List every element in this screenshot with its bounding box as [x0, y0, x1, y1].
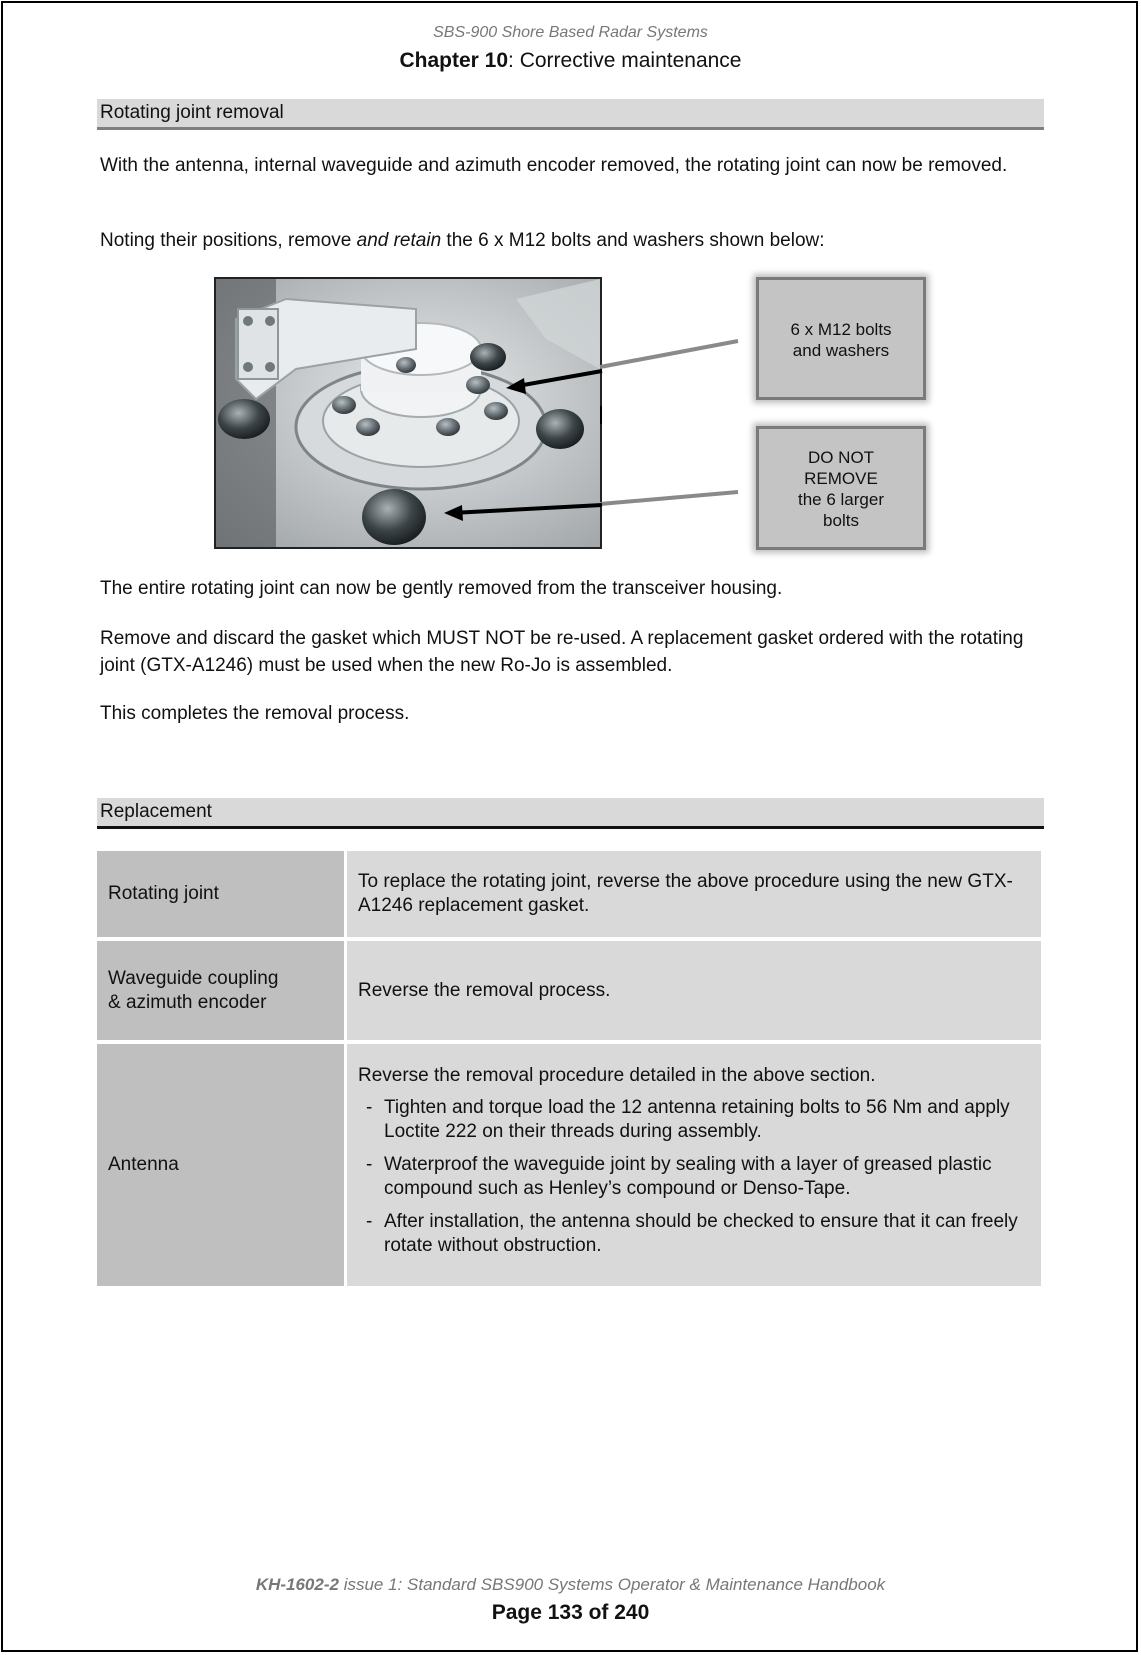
chapter-title	[0, 49, 1141, 73]
rotating-joint-photo	[214, 277, 602, 549]
row-text	[347, 1044, 1041, 1286]
callout-line: and washers	[792, 341, 890, 360]
row-label: Antenna	[97, 1044, 347, 1286]
row-label-line: Waveguide coupling	[108, 967, 279, 989]
footer-document-info	[0, 1575, 1141, 1595]
row-intro: Reverse the removal procedure detailed in the above section.	[358, 1064, 876, 1086]
instruction-text-start: Noting their positions, remove	[100, 230, 357, 251]
footer-doc-id: KH-1602-2	[255, 1575, 339, 1594]
removal-step-text: The entire rotating joint can now be gently removed from the transceiver housing.	[100, 578, 783, 599]
gasket-warning-text: Remove and discard the gasket which MUST NOT be re-used. A replacement gasket ordered with the rotating joint (GTX-A1246) must be used when the new Ro-Jo is assembled.	[100, 628, 1024, 676]
row-text: To replace the rotating joint, reverse the above procedure using the new GTX-A1246 replacement gasket.	[347, 851, 1041, 937]
table-row	[97, 1044, 1041, 1286]
chapter-name: : Corrective maintenance	[508, 49, 742, 72]
instruction-text-end: the 6 x M12 bolts and washers shown below:	[441, 230, 825, 251]
section-heading-replacement: Replacement	[97, 798, 1044, 829]
table-row	[97, 941, 1041, 1040]
callout-do-not-remove	[756, 426, 926, 550]
callout-m12-bolts	[756, 277, 926, 400]
removal-instruction-text	[100, 227, 1040, 254]
footer-doc-title: issue 1: Standard SBS900 Systems Operator & Maintenance Handbook	[338, 1575, 886, 1594]
callout-line: 6 x M12 bolts	[790, 320, 892, 339]
page-number: Page 133 of 240	[491, 1601, 650, 1624]
document-subtitle: SBS-900 Shore Based Radar Systems	[433, 24, 708, 41]
replacement-table	[97, 847, 1041, 1290]
list-item: - Waterproof the waveguide joint by sealing with a layer of greased plastic compound such as Henley’s compound or Denso-Tape.	[358, 1153, 1031, 1201]
callout-line: REMOVE	[804, 469, 878, 488]
row-label: Rotating joint	[97, 851, 347, 937]
list-item: - After installation, the antenna should be checked to ensure that it can freely rotate without obstruction.	[358, 1210, 1031, 1258]
table-row	[97, 851, 1041, 937]
section-heading-removal: Rotating joint removal	[97, 99, 1044, 130]
chapter-label: Chapter 10	[399, 49, 509, 72]
removal-intro-text: With the antenna, internal waveguide and azimuth encoder removed, the rotating joint can now be removed.	[100, 155, 1008, 176]
removal-complete-text: This completes the removal process.	[100, 703, 410, 724]
callout-line: DO NOT	[807, 448, 875, 467]
callout-line: the 6 larger	[798, 490, 884, 509]
row-label-line: & azimuth encoder	[108, 991, 267, 1013]
list-item: - Tighten and torque load the 12 antenna retaining bolts to 56 Nm and apply Loctite 222 on their threads during assembly.	[358, 1096, 1031, 1144]
row-text: Reverse the removal process.	[347, 941, 1041, 1040]
callout-line: bolts	[823, 511, 859, 530]
row-label	[97, 941, 347, 1040]
instruction-list	[358, 1096, 1031, 1258]
instruction-emphasis: and retain	[356, 230, 442, 251]
